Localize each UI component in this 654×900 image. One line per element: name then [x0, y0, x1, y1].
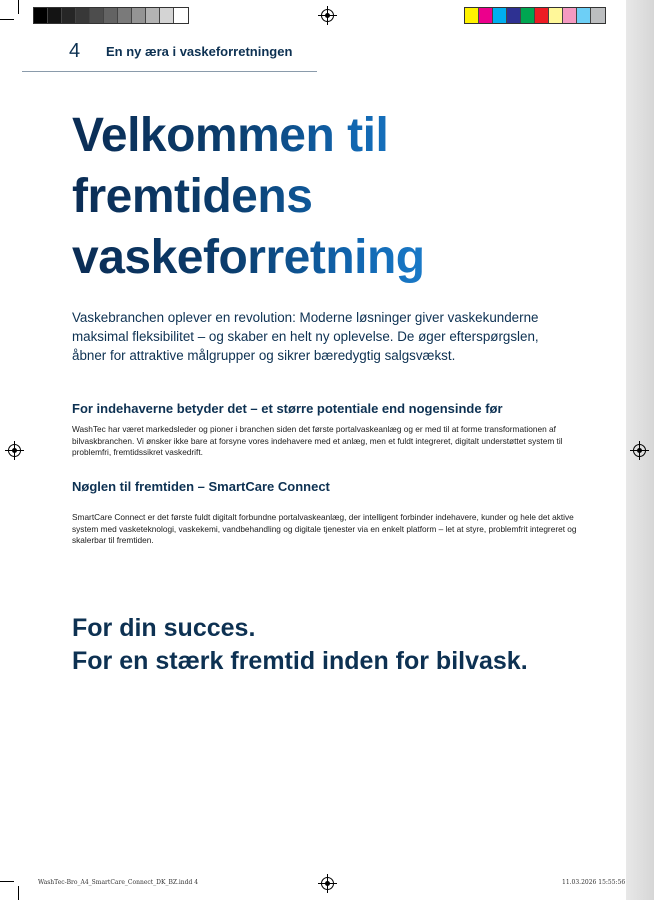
cmyk-color-bar	[464, 7, 606, 24]
gray-swatch	[90, 8, 104, 23]
color-swatch	[493, 8, 507, 23]
color-swatch	[535, 8, 549, 23]
slug-filename: WashTec-Bro_A4_SmartCare_Connect_DK_BZ.indd 4	[38, 879, 199, 886]
closing-line: For din succes.	[72, 614, 256, 642]
crop-mark	[18, 886, 19, 900]
closing-statement	[72, 612, 528, 678]
hero-line: vaskeforretning	[72, 231, 425, 284]
section-heading: Nøglen til fremtiden – SmartCare Connect	[72, 479, 330, 494]
color-swatch	[507, 8, 521, 23]
hero-line: fremtidens	[72, 170, 313, 223]
color-swatch	[479, 8, 493, 23]
hero-heading	[72, 105, 425, 288]
registration-mark-icon	[321, 9, 334, 22]
section-body: SmartCare Connect er det første fuldt digitalt forbundne portalvaskeanlæg, der intelligent forbinder indehavere, kunder og hele det aktive system med vasketeknologi, vaskekemi, vandbehandling og digitale tjenester via en enkelt platform – let at styre, problemfrit integreret og skalerbar til fremtiden.	[72, 512, 577, 545]
crop-mark	[18, 0, 19, 14]
registration-mark-icon	[321, 877, 334, 890]
crop-mark	[0, 881, 14, 882]
gray-swatch	[62, 8, 76, 23]
gray-swatch	[174, 8, 188, 23]
gray-swatch	[34, 8, 48, 23]
color-swatch	[465, 8, 479, 23]
gray-swatch	[48, 8, 62, 23]
gray-color-bar	[33, 7, 189, 24]
gray-swatch	[146, 8, 160, 23]
slug-date: 11.03.2026 15:55:56	[562, 879, 626, 886]
registration-mark-icon	[633, 444, 646, 457]
gray-swatch	[104, 8, 118, 23]
registration-mark-icon	[8, 444, 21, 457]
section-body: WashTec har været markedsleder og pioner i branchen siden det første portalvaskeanlæg og er med til at forme transformationen af bilvaskbranchen. Vi ønsker ikke bare at forsyne vores indehavere med et anlæg, men et fuldt integreret, digitalt understøttet system til problemfri, fremtidssikret vaskedrift.	[72, 424, 563, 457]
section-heading: For indehaverne betyder det – et større potentiale end nogensinde før	[72, 401, 503, 416]
hero-line: Velkommen til	[72, 109, 389, 162]
color-swatch	[549, 8, 563, 23]
closing-line: For en stærk fremtid inden for bilvask.	[72, 647, 528, 675]
color-swatch	[521, 8, 535, 23]
gray-swatch	[76, 8, 90, 23]
page-header	[22, 38, 317, 72]
page-number: 4	[69, 40, 81, 62]
gray-swatch	[132, 8, 146, 23]
gray-swatch	[160, 8, 174, 23]
color-swatch	[563, 8, 577, 23]
section-title: En ny æra i vaskeforretningen	[106, 44, 293, 59]
crop-mark	[0, 19, 14, 20]
intro-paragraph: Vaskebranchen oplever en revolution: Moderne løsninger giver vaskekunderne maksimal fleksibilitet – og skaber en helt ny oplevelse. De øger efterspørgslen, åbner for attraktive målgrupper og sikrer bæredygtig salgsvækst.	[72, 310, 539, 363]
color-swatch	[591, 8, 605, 23]
gray-swatch	[118, 8, 132, 23]
color-swatch	[577, 8, 591, 23]
